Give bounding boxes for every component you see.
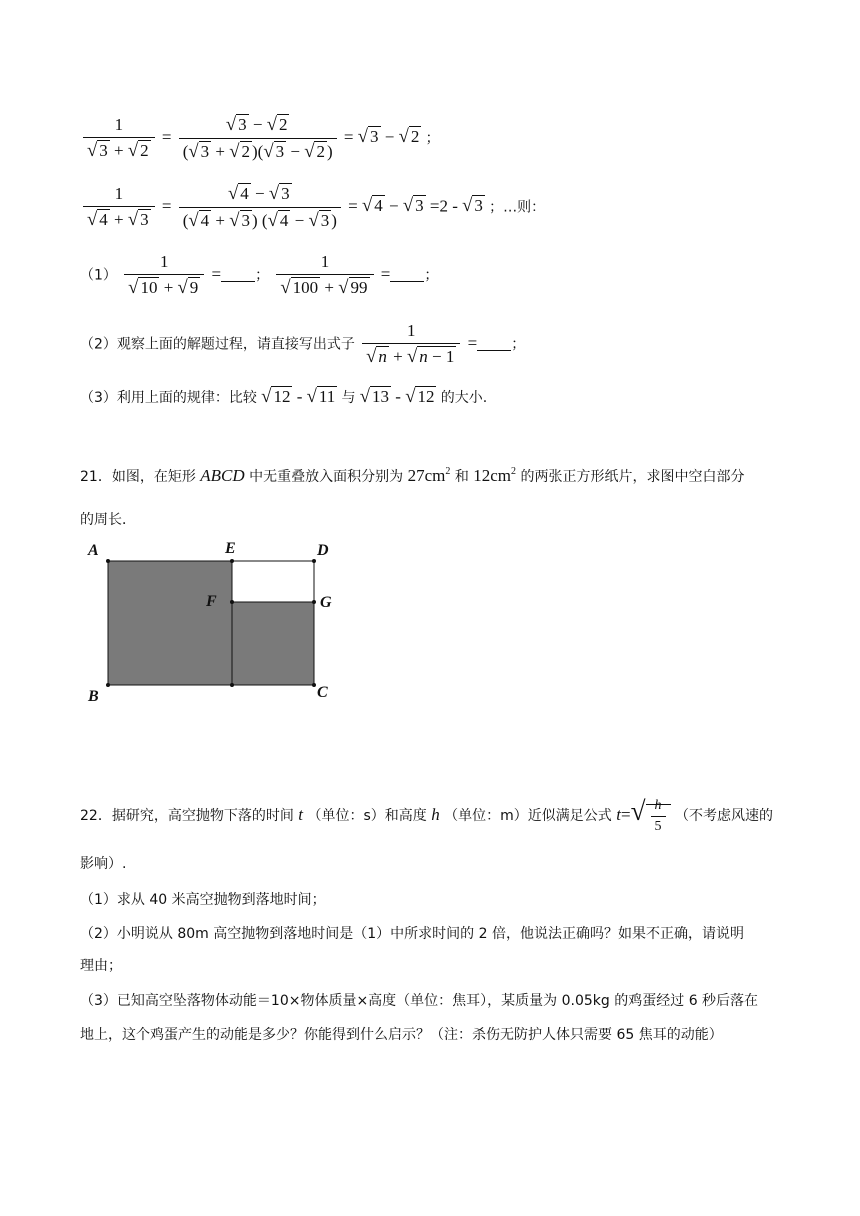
- label-g: G: [320, 594, 332, 611]
- label-b: B: [88, 688, 99, 705]
- example-1-end: ；: [425, 130, 440, 147]
- q22-sub-2-line-2: 理由；: [80, 958, 122, 974]
- answer-blank: [221, 269, 255, 282]
- formula: t=√ $\frac{h}{5}$: [616, 805, 670, 824]
- q21-text: 21．如图，在矩形: [80, 469, 196, 485]
- part-2: （2）观察上面的解题过程，请直接写出式子 $\frac{1}{√ n + √ n - 1}$ = ；: [80, 321, 526, 367]
- answer-blank: [390, 269, 424, 282]
- part-3-text-before: （3）利用上面的规律：比较: [80, 390, 257, 406]
- separator: ；: [255, 267, 270, 284]
- part-2-text: （2）观察上面的解题过程，请直接写出式子: [80, 336, 355, 353]
- fraction: $\frac{1}{√ 3 + √ 2}$: [83, 115, 155, 162]
- q22-sub-3-line-1: （3）已知高空坠落物体动能＝10×物体质量×高度（单位：焦耳），某质量为 0.05kg 的鸡蛋经过 6 秒后落在: [80, 993, 759, 1009]
- q22-sub-3-line-2: 地上，这个鸡蛋产生的动能是多少？你能得到什么启示？（注：杀伤无防护人体只需要 65 焦耳的动能）: [80, 1027, 723, 1043]
- label-a: A: [88, 542, 99, 559]
- area-1: $27cm^2$: [407, 466, 451, 485]
- var-h: h: [431, 805, 440, 824]
- part-3: （3）利用上面的规律：比较 √ 12 - √ 11 与 √ 13 - √ 12 的大小.: [80, 386, 488, 407]
- rectangle-figure: [80, 535, 360, 710]
- q22-line-2: 影响）.: [80, 856, 127, 872]
- fraction: $\frac{√ 3 - √ 2}{(√ 3 + √ 2 )(√ 3 - √ 2 )}$: [179, 114, 337, 163]
- label-c: C: [317, 684, 328, 701]
- q21-text: 的两张正方形纸片，求图中空白部分: [520, 469, 745, 485]
- part-3-text-mid: 与: [341, 390, 356, 406]
- label-f: F: [206, 593, 217, 610]
- large-square: [108, 561, 232, 685]
- example-2-end: ；…则：: [489, 199, 546, 216]
- q22-text: 22．据研究，高空抛物下落的时间: [80, 808, 294, 824]
- fraction: $\frac{1}{√ 100 + √ 99}$: [276, 252, 373, 299]
- answer-blank: [477, 338, 511, 351]
- q21-line-2: 的周长．: [80, 512, 136, 528]
- fraction: $\frac{1}{√ 4 + √ 3}$: [83, 184, 155, 231]
- q21-text: 中无重叠放入面积分别为: [249, 469, 404, 485]
- fraction: $\frac{1}{√ n + √ n - 1}$: [362, 321, 460, 368]
- part-1-end: ；: [424, 267, 439, 284]
- q22-text: （不考虑风速的: [674, 808, 773, 824]
- small-square: [232, 602, 314, 685]
- example-1: $\frac{1}{√ 3 + √ 2}$ = $\frac{√ 3 - √ 2}{(√ 3 + √ 2 )(√ 3 - √ 2 )}$ = √ 3 − √ 2 ；: [80, 114, 440, 163]
- fraction: $\frac{1}{√ 10 + √ 9}$: [124, 252, 204, 299]
- q22-sub-1: （1）求从 40 米高空抛物到落地时间；: [80, 892, 326, 908]
- q22-line-1: [80, 796, 773, 835]
- fraction: $\frac{√ 4 - √ 3}{(√ 4 + √ 3 ) (√ 4 - √ 3 )}$: [179, 183, 341, 232]
- area-2: $12cm^2$: [473, 466, 517, 485]
- label-d: D: [317, 542, 329, 559]
- blank-region: [232, 561, 314, 602]
- q22-text: （单位：s）和高度: [307, 808, 427, 824]
- q22-sub-2-line-1: （2）小明说从 80m 高空抛物到落地时间是（1）中所求时间的 2 倍，他说法正确吗？如果不正确，请说明: [80, 926, 744, 942]
- q21-line-1: [80, 466, 745, 486]
- q22-text: （单位：m）近似满足公式: [444, 808, 612, 824]
- part-3-text-after: 的大小.: [440, 390, 488, 406]
- label-e: E: [225, 540, 236, 557]
- part-2-end: ；: [511, 336, 526, 353]
- q21-text: 和: [454, 469, 469, 485]
- part-1-label: （1）: [80, 267, 117, 284]
- example-2: $\frac{1}{√ 4 + √ 3}$ = $\frac{√ 4 - √ 3}{(√ 4 + √ 3 ) (√ 4 - √ 3 )}$ = √ 4 − √ 3 =2 - √ 3 ；…则：: [80, 183, 545, 232]
- part-1: （1） $\frac{1}{√ 10 + √ 9}$ = ； $\frac{1}{√ 100 + √ 99}$ = ；: [80, 252, 439, 298]
- rect-name: ABCD: [200, 466, 245, 485]
- var-t: t: [298, 805, 304, 824]
